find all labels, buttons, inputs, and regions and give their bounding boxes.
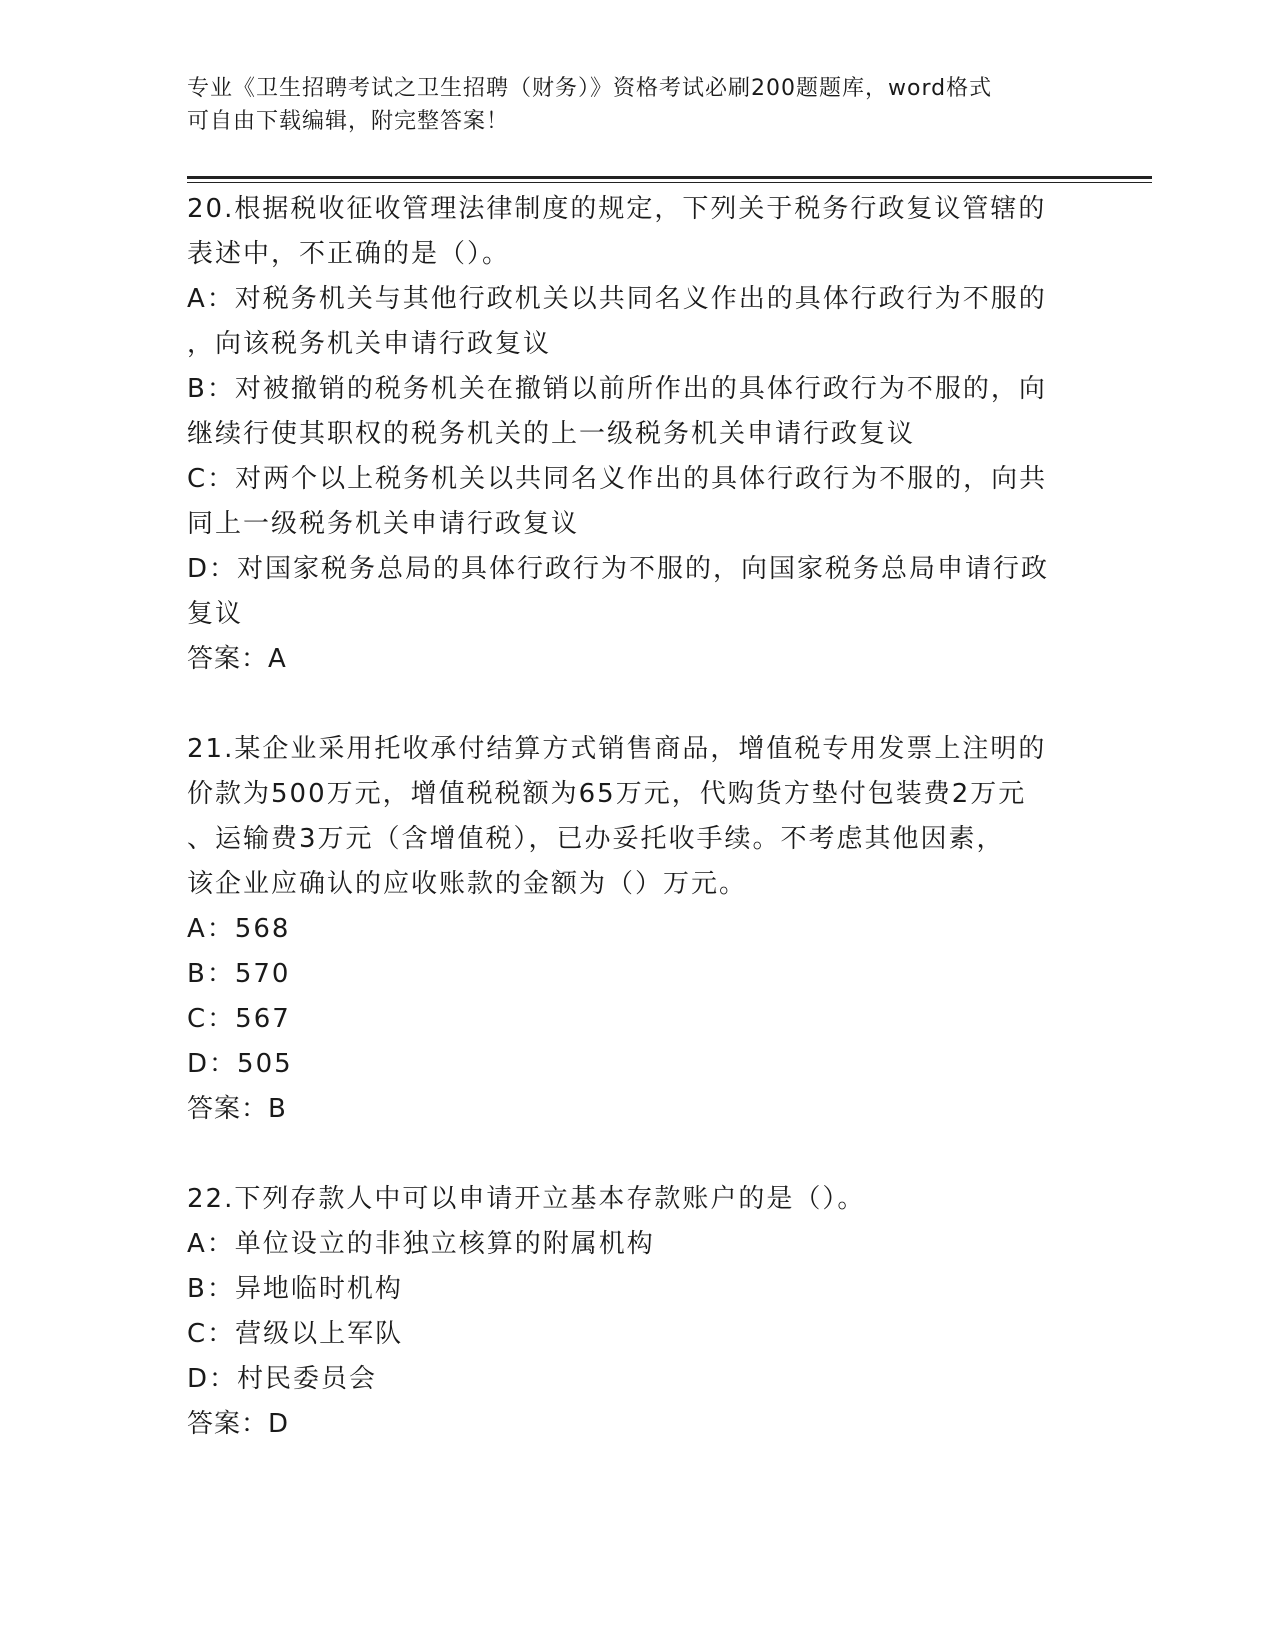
question-21 xyxy=(187,727,1067,1132)
question-21-answer: 答案：B xyxy=(187,1094,287,1124)
document-header xyxy=(187,72,1067,138)
question-20-option-c: C：对两个以上税务机关以共同名义作出的具体行政行为不服的，向共 xyxy=(187,464,1048,494)
question-22-answer: 答案：D xyxy=(187,1409,290,1439)
header-divider-thin xyxy=(187,182,1152,183)
question-20-option-a: A：对税务机关与其他行政机关以共同名义作出的具体行政行为不服的 xyxy=(187,284,1047,314)
header-line-2: 可自由下载编辑，附完整答案！ xyxy=(187,109,510,134)
question-20-stem-line: 表述中，不正确的是（）。 xyxy=(187,239,511,269)
question-20-stem-line: 20.根据税收征收管理法律制度的规定，下列关于税务行政复议管辖的 xyxy=(187,194,1047,224)
question-21-option-d: D：505 xyxy=(187,1049,293,1079)
question-21-option-b: B：570 xyxy=(187,959,291,989)
header-divider-thick xyxy=(187,176,1152,179)
question-22-option-a: A：单位设立的非独立核算的附属机构 xyxy=(187,1229,655,1259)
question-21-option-c: C：567 xyxy=(187,1004,291,1034)
question-20-answer: 答案：A xyxy=(187,644,287,674)
question-list xyxy=(187,187,1067,1447)
question-20-option-d-cont: 复议 xyxy=(187,599,244,629)
question-21-option-a: A：568 xyxy=(187,914,291,944)
question-20-option-d: D：对国家税务总局的具体行政行为不服的，向国家税务总局申请行政 xyxy=(187,554,1050,584)
question-spacer xyxy=(187,1132,1067,1177)
question-20-option-b-cont: 继续行使其职权的税务机关的上一级税务机关申请行政复议 xyxy=(187,419,916,449)
question-22-option-d: D：村民委员会 xyxy=(187,1364,378,1394)
question-spacer xyxy=(187,682,1067,727)
question-21-stem-line: 21.某企业采用托收承付结算方式销售商品，增值税专用发票上注明的 xyxy=(187,734,1047,764)
question-20-option-b: B：对被撤销的税务机关在撤销以前所作出的具体行政行为不服的，向 xyxy=(187,374,1047,404)
question-20 xyxy=(187,187,1067,682)
header-line-1: 专业《卫生招聘考试之卫生招聘（财务）》资格考试必刷200题题库，word格式 xyxy=(187,76,993,101)
question-21-stem-line: 、运输费3万元（含增值税），已办妥托收手续。不考虑其他因素， xyxy=(187,824,1005,854)
question-22-option-c: C：营级以上军队 xyxy=(187,1319,404,1349)
question-20-option-c-cont: 同上一级税务机关申请行政复议 xyxy=(187,509,580,539)
question-22-stem-line: 22.下列存款人中可以申请开立基本存款账户的是（）。 xyxy=(187,1184,866,1214)
question-21-stem-line: 价款为500万元，增值税税额为65万元，代购货方垫付包装费2万元 xyxy=(187,779,1027,809)
question-21-stem-line: 该企业应确认的应收账款的金额为（）万元。 xyxy=(187,869,748,899)
question-20-option-a-cont: ，向该税务机关申请行政复议 xyxy=(187,329,552,359)
question-22 xyxy=(187,1177,1067,1447)
question-22-option-b: B：异地临时机构 xyxy=(187,1274,403,1304)
